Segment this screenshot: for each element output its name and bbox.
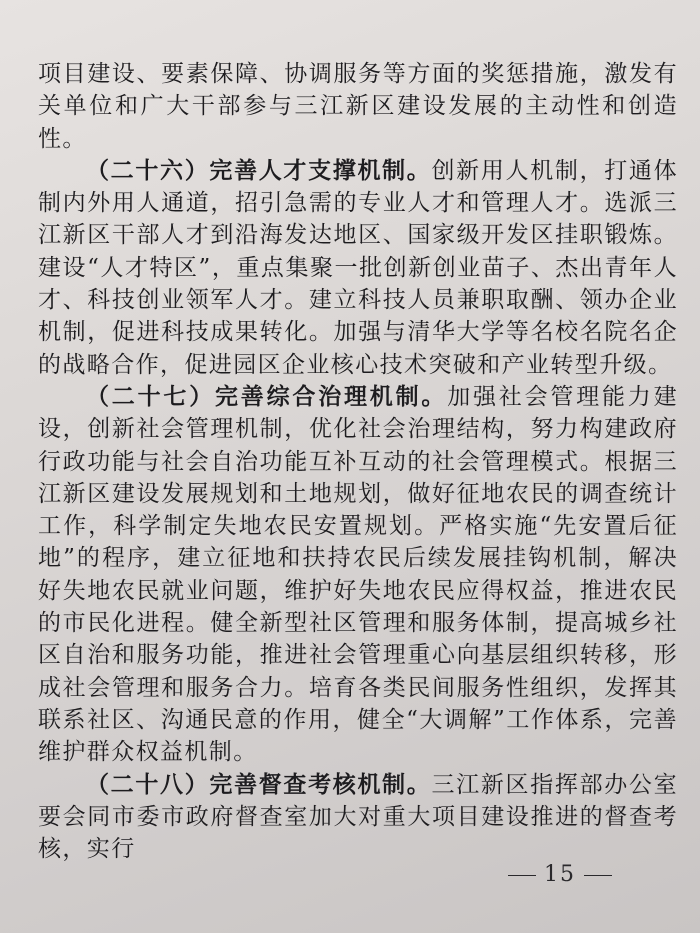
paragraph-talent-mechanism bbox=[38, 155, 678, 381]
page-number-value: 15 bbox=[544, 862, 576, 887]
paragraph-text: 项目建设、要素保障、协调服务等方面的奖惩措施，激发有关单位和广大干部参与三江新区建设发展的主动性和创造性。 bbox=[38, 61, 678, 152]
paragraph-text: 三江新区指挥部办公室要会同市委市政府督查室加大对重大项目建设推进的督查考核，实行 bbox=[38, 771, 679, 863]
section-heading-26: （二十六）完善人才支撑机制。 bbox=[86, 156, 432, 184]
body-text bbox=[38, 58, 678, 865]
page-number-right-dash bbox=[584, 875, 612, 876]
page-number bbox=[500, 862, 620, 887]
section-heading-28: （二十八）完善督查考核机制。 bbox=[86, 770, 432, 798]
page-number-left-dash bbox=[508, 875, 536, 876]
paragraph-continuation bbox=[38, 58, 678, 155]
paragraph-text: 创新用人机制，打通体制内外用人通道，招引急需的专业人才和管理人才。选派三江新区干部人才到沿海发达地区、国家级开发区挂职锻炼。建设“人才特区”，重点集聚一批创新创业苗子、杰出青年人才、科技创业领军人才。建立科技人员兼职取酬、领办企业机制，促进科技成果转化。加强与清华大学等名校名院名企的战略合作，促进园区企业核心技术突破和产业转型升级。 bbox=[38, 157, 679, 378]
section-heading-27: （二十七）完善综合治理机制。 bbox=[86, 382, 448, 410]
paragraph-governance-mechanism bbox=[38, 381, 678, 769]
paragraph-supervision-mechanism bbox=[38, 769, 678, 866]
paragraph-text: 加强社会管理能力建设，创新社会管理机制，优化社会治理结构，努力构建政府行政功能与社会自治功能互补互动的社会管理模式。根据三江新区建设发展规划和土地规划，做好征地农民的调查统计工作，科学制定失地农民安置规划。严格实施“先安置后征地”的程序，建立征地和扶持农民后续发展挂钩机制，解决好失地农民就业问题，维护好失地农民应得权益，推进农民的市民化进程。健全新型社区管理和服务体制，提高城乡社区自治和服务功能，推进社会管理重心向基层组织转移，形成社会管理和服务合力。培育各类民间服务性组织，发挥其联系社区、沟通民意的作用，健全“大调解”工作体系，完善维护群众权益机制。 bbox=[38, 383, 678, 766]
